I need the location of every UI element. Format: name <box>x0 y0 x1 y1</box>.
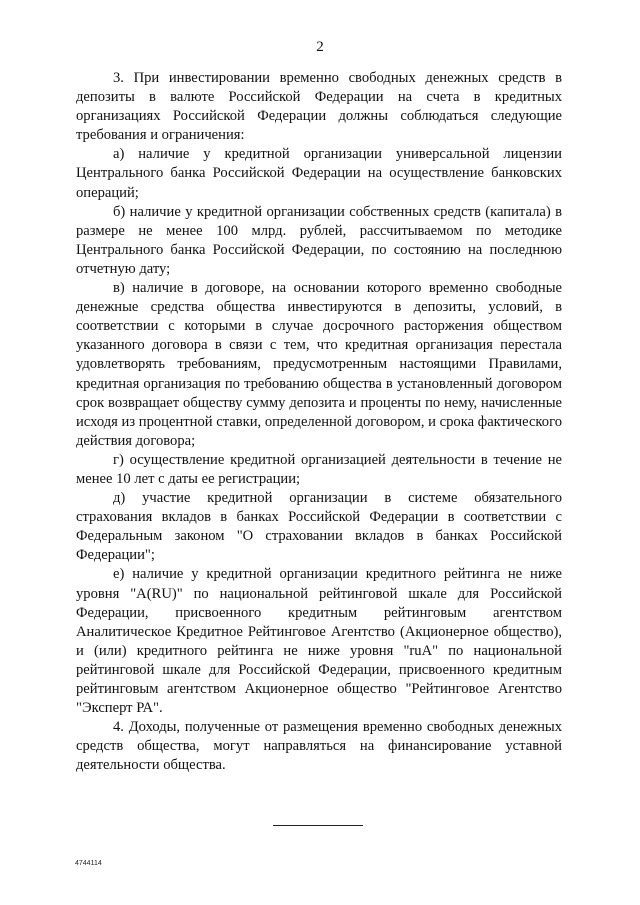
document-code: 4744114 <box>75 860 102 867</box>
paragraph-3d: д) участие кредитной организации в системе обязательного страхования вкладов в банках Российской Федерации в соответствии с Федеральным законом "О страховании вкладов в банках Российской Федерации"; <box>76 490 562 564</box>
document-body <box>76 69 562 775</box>
closing-rule <box>273 825 363 826</box>
paragraph-4: 4. Доходы, полученные от размещения временно свободных денежных средств общества, могут направляться на финансирование уставной деятельности общества. <box>76 719 562 774</box>
paragraph-3: 3. При инвестировании временно свободных денежных средств в депозиты в валюте Российской Федерации на счета в кредитных организациях Российской Федерации должны соблюдаться следующие требования и ограничения: <box>76 70 562 144</box>
paragraph-3e: е) наличие у кредитной организации кредитного рейтинга не ниже уровня "A(RU)" по национальной рейтинговой шкале для Российской Федерации, присвоенного кредитным рейтинговым агентством Аналитическое Кредитное Рейтинговое Агентство (Акционерное общество), и (или) кредитного рейтинга не ниже уровня "ruA" по национальной рейтинговой шкале для Российской Федерации, присвоенного кредитным рейтинговым агентством Акционерное общество "Рейтинговое Агентство "Эксперт РА". <box>76 566 562 717</box>
paragraph-3a: а) наличие у кредитной организации универсальной лицензии Центрального банка Российской Федерации на осуществление банковских операций; <box>76 146 562 201</box>
paragraph-3b: б) наличие у кредитной организации собственных средств (капитала) в размере не менее 100 млрд. рублей, рассчитываемом по методике Центрального банка Российской Федерации, по состоянию на последнюю отчетную дату; <box>76 203 562 277</box>
paragraph-3v: в) наличие в договоре, на основании которого временно свободные денежные средства общества инвестируются в депозиты, условий, в соответствии с которыми в случае досрочного расторжения обществом указанного договора в связи с тем, что кредитная организация перестала удовлетворять требованиям, предусмотренным настоящими Правилами, кредитная организация по требованию общества в установленный договором срок возвращает обществу сумму депозита и проценты по нему, начисленные исходя из процентной ставки, определенной договором, и срока фактического действия договора; <box>76 280 562 449</box>
page-number: 2 <box>316 39 324 55</box>
paragraph-3g: г) осуществление кредитной организацией деятельности в течение не менее 10 лет с даты ее регистрации; <box>76 451 562 487</box>
